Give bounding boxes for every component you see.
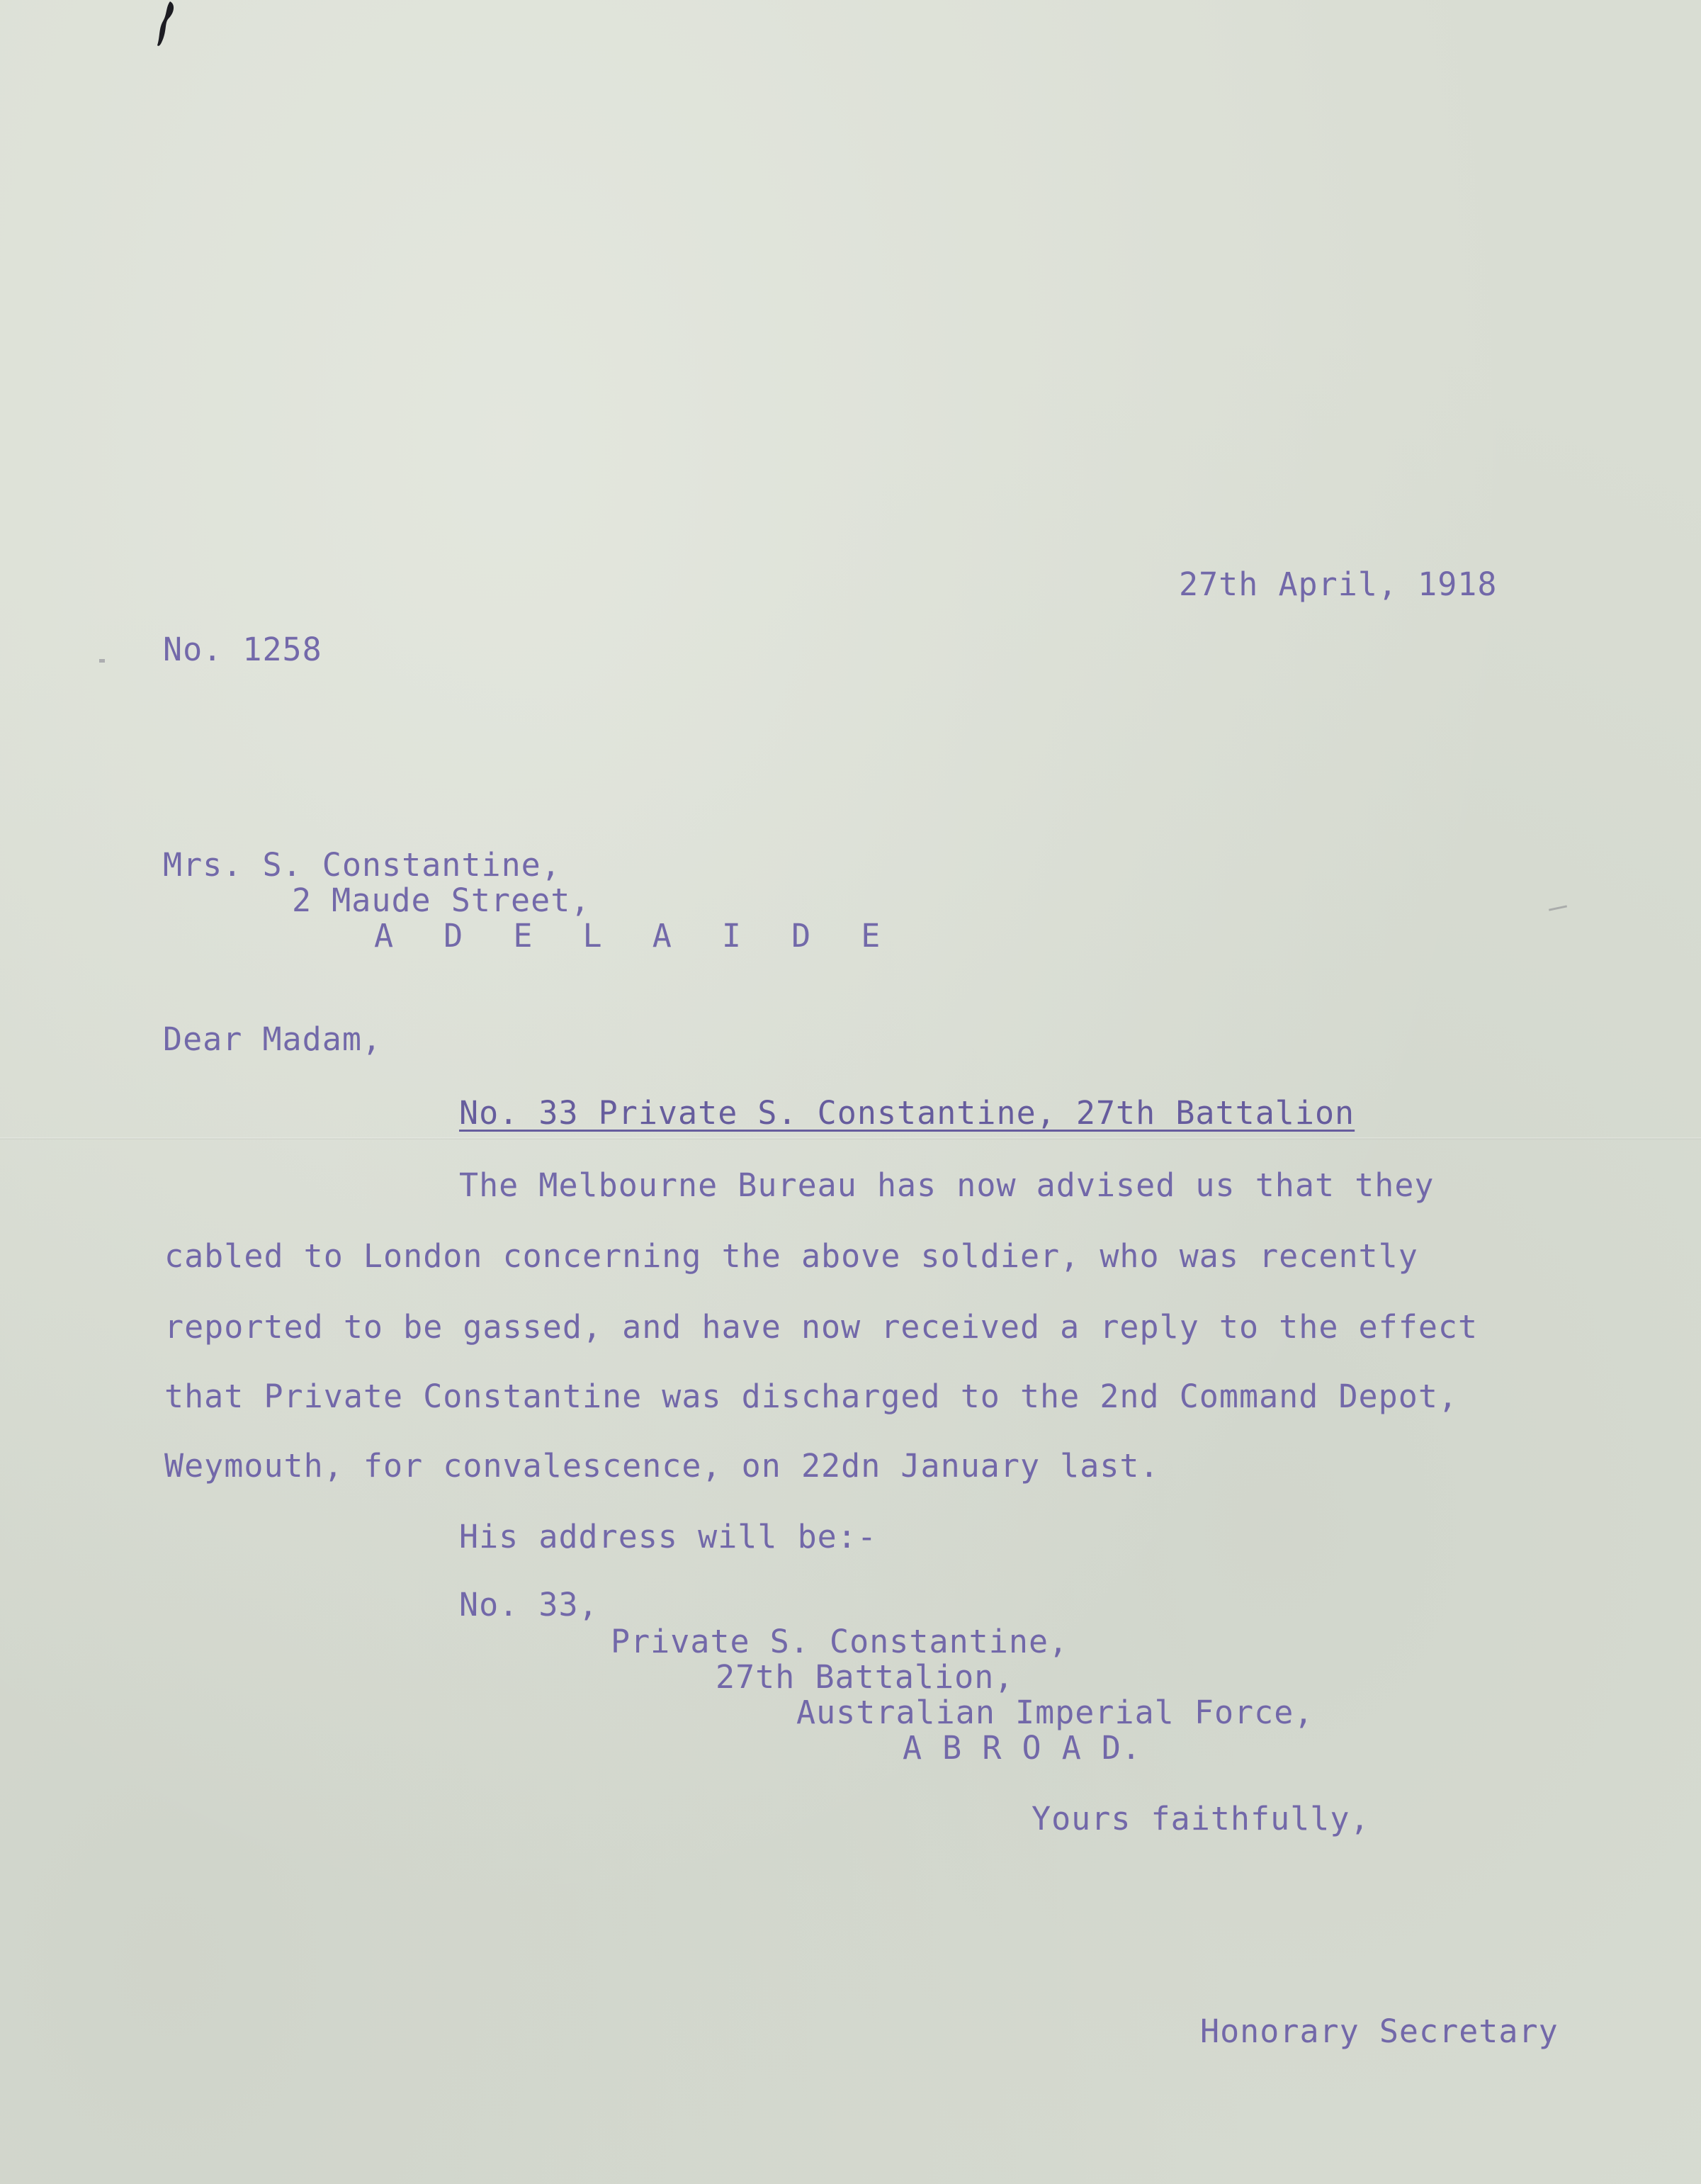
address-intro: His address will be:- [459,1518,877,1555]
signatory-title: Honorary Secretary [1200,2013,1559,2050]
closing: Yours faithfully, [1032,1800,1370,1837]
body-line: reported to be gassed, and have now received a reply to the effect [164,1308,1479,1346]
body-line: cabled to London concerning the above soldier, who was recently [164,1237,1418,1275]
subject-line: No. 33 Private S. Constantine, 27th Battalion [459,1094,1355,1132]
soldier-name: Private S. Constantine, [611,1623,1069,1660]
soldier-unit: 27th Battalion, [716,1658,1015,1696]
soldier-force: Australian Imperial Force, [796,1694,1314,1731]
reference-number: No. 1258 [163,631,322,668]
body-line: that Private Constantine was discharged to the 2nd Command Depot, [164,1378,1458,1415]
recipient-city: A D E L A I D E [374,917,896,955]
paper-dash-mark [1549,905,1567,911]
paper-fold-crease [0,1137,1701,1139]
recipient-name: Mrs. S. Constantine, [163,846,561,884]
salutation: Dear Madam, [163,1020,383,1058]
soldier-location: A B R O A D. [903,1729,1142,1767]
letter-date: 27th April, 1918 [1179,565,1498,603]
body-line: Weymouth, for convalescence, on 22dn January last. [164,1447,1160,1485]
recipient-street: 2 Maude Street, [292,882,591,919]
paper-tick-mark [99,659,105,663]
soldier-number: No. 33, [459,1586,599,1623]
ink-mark-icon [154,0,183,50]
body-line: The Melbourne Bureau has now advised us that they [459,1166,1435,1204]
